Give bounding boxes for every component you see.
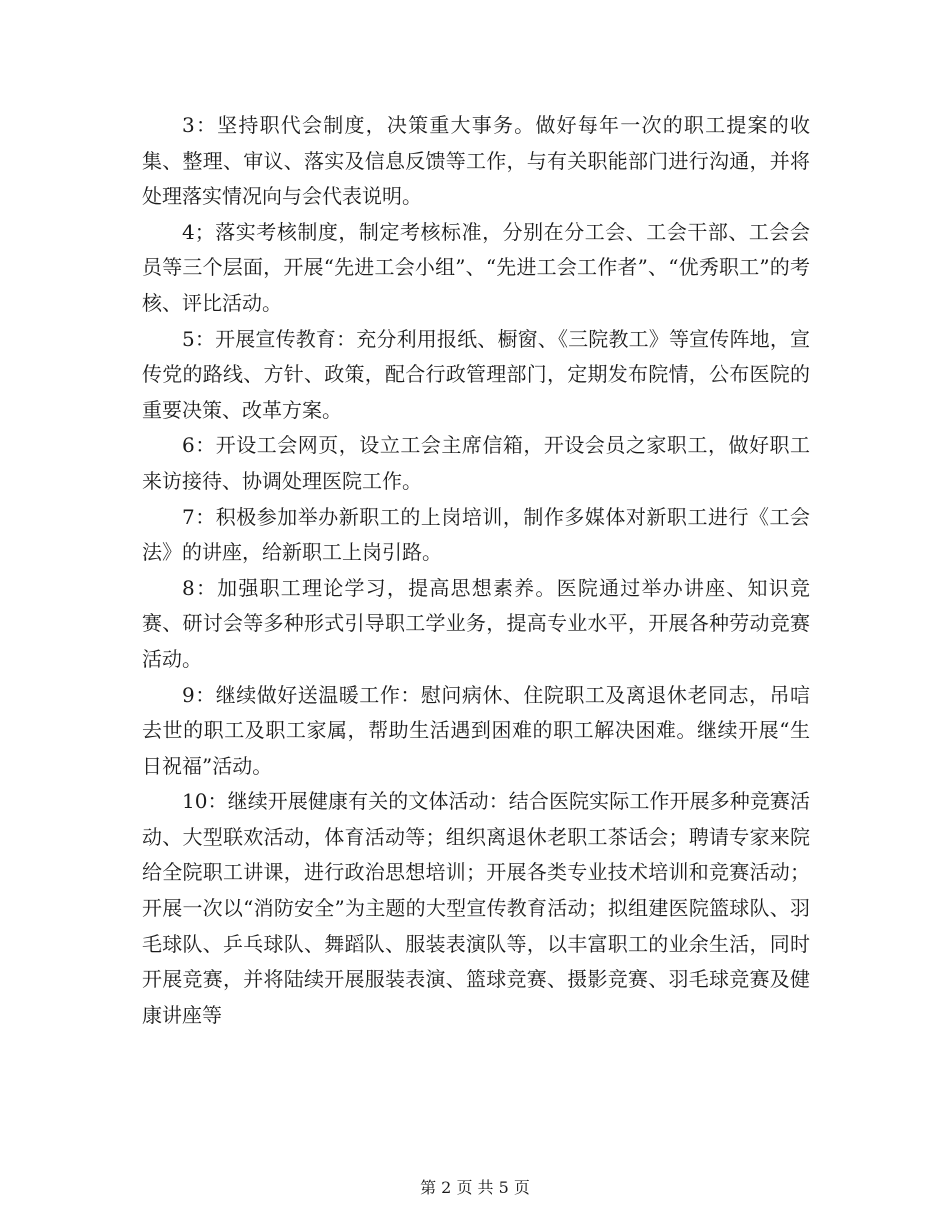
- paragraph-item-10: 10：继续开展健康有关的文体活动：结合医院实际工作开展多种竞赛活动、大型联欢活动，体育活动等；组织离退休老职工茶话会；聘请专家来院给全院职工讲课，进行政治思想培训；开展各类专业技术培训和竞赛活动；开展一次以“消防安全”为主题的大型宣传教育活动；拟组建医院篮球队、羽毛球队、乒乓球队、舞蹈队、服装表演队等，以丰富职工的业余生活，同时开展竞赛，并将陆续开展服装表演、篮球竞赛、摄影竞赛、羽毛球竞赛及健康讲座等: [142, 789, 810, 1027]
- paragraph-item-4: 4；落实考核制度，制定考核标准，分别在分工会、工会干部、工会会员等三个层面，开展“先进工会小组”、“先进工会工作者”、“优秀职工”的考核、评比活动。: [142, 219, 810, 315]
- paragraph-item-7: 7：积极参加举办新职工的上岗培训，制作多媒体对新职工进行《工会法》的讲座，给新职工上岗引路。: [142, 504, 810, 565]
- paragraph-item-6: 6：开设工会网页，设立工会主席信箱，开设会员之家职工，做好职工来访接待、协调处理医院工作。: [142, 433, 810, 493]
- paragraph-item-3: 3：坚持职代会制度，决策重大事务。做好每年一次的职工提案的收集、整理、审议、落实及信息反馈等工作，与有关职能部门进行沟通，并将处理落实情况向与会代表说明。: [142, 113, 810, 209]
- paragraph-item-9: 9：继续做好送温暖工作：慰问病休、住院职工及离退休老同志，吊唁去世的职工及职工家属，帮助生活遇到困难的职工解决困难。继续开展“生日祝福”活动。: [142, 682, 810, 778]
- page-footer: [0, 1178, 950, 1198]
- paragraph-item-8: 8：加强职工理论学习，提高思想素养。医院通过举办讲座、知识竞赛、研讨会等多种形式引导职工学业务，提高专业水平，开展各种劳动竞赛活动。: [142, 575, 810, 671]
- document-body: [142, 108, 810, 1033]
- page-number-label: 第 2 页 共 5 页: [420, 1178, 530, 1197]
- paragraph-item-5: 5：开展宣传教育：充分利用报纸、橱窗、《三院教工》等宣传阵地，宣传党的路线、方针、政策，配合行政管理部门，定期发布院情，公布医院的重要决策、改革方案。: [142, 326, 810, 422]
